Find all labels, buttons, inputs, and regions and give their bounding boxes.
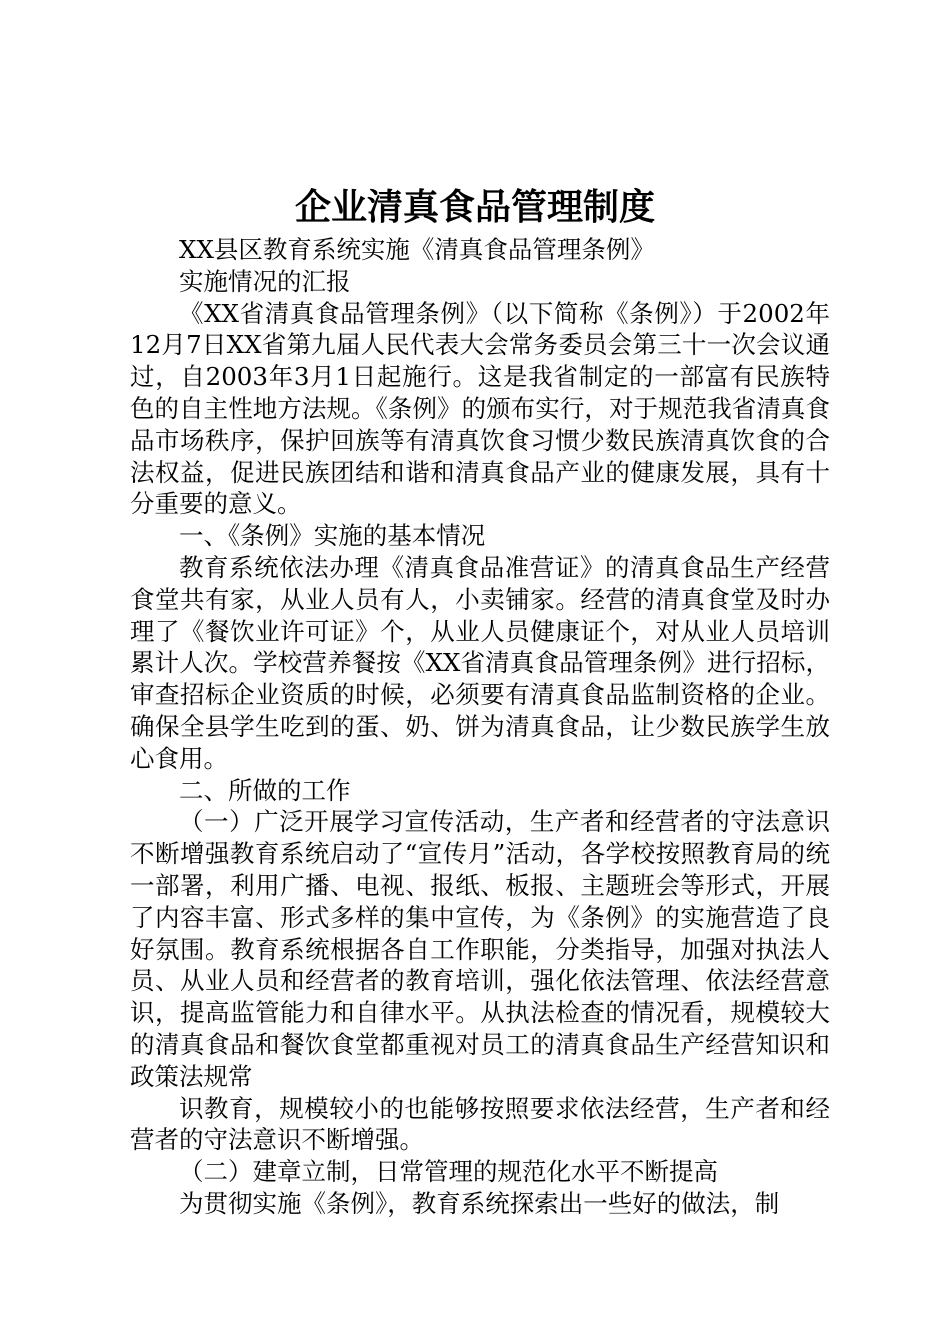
subtitle-line-2: 实施情况的汇报 [179, 266, 351, 296]
document-body [130, 234, 830, 1220]
paragraph-publicity: （一）广泛开展学习宣传活动，生产者和经营者的守法意识不断增强教育系统启动了“宣传月”活动，各学校按照教育局的统一部署，利用广播、电视、报纸、板报、主题班会等形式，开展了内容丰富、形式多样的集中宣传，为《条例》的实施营造了良好氛围。教育系统根据各自工作职能，分类指导，加强对执法人员、从业人员和经营者的教育培训，强化依法管理、依法经营意识，提高监管能力和自律水平。从执法检查的情况看，规模较大的清真食品和餐饮食堂都重视对员工的清真食品生产经营知识和政策法规常 [130, 807, 830, 1091]
paragraph-basic-situation: 教育系统依法办理《清真食品准营证》的清真食品生产经营食堂共有家，从业人员有人，小卖铺家。经营的清真食堂及时办理了《餐饮业许可证》个，从业人员健康证个，对从业人员培训累计人次。学校营养餐按《XX省清真食品管理条例》进行招标，审查招标企业资质的时候，必须要有清真食品监制资格的企业。确保全县学生吃到的蛋、奶、饼为清真食品，让少数民族学生放心食用。 [130, 552, 830, 773]
document-title: 企业清真食品管理制度 [294, 187, 655, 228]
section-heading-1: 一、《条例》实施的基本情况 [179, 521, 486, 551]
subsection-heading-2: （二）建章立制，日常管理的规范化水平不断提高 [179, 1157, 718, 1187]
subtitle-line-1: XX县区教育系统实施《清真食品管理条例》 [179, 235, 655, 264]
paragraph-intro: 《XX省清真食品管理条例》（以下简称《条例》）于2002年12月7日XX省第九届人民代表大会常务委员会第三十一次会议通过，自2003年3月1日起施行。这是我省制定的一部富有民族特色的自主性地方法规。《条例》的颁布实行，对于规范我省清真食品市场秩序，保护回族等有清真饮食习惯少数民族清真饮食的合法权益，促进民族团结和谐和清真食品产业的健康发展，具有十分重要的意义。 [130, 298, 830, 519]
paragraph-education: 识教育，规模较小的也能够按照要求依法经营，生产者和经营者的守法意识不断增强。 [130, 1093, 830, 1155]
paragraph-regulations: 为贯彻实施《条例》，教育系统探索出一些好的做法，制 [179, 1188, 780, 1218]
section-heading-2: 二、所做的工作 [179, 775, 351, 805]
